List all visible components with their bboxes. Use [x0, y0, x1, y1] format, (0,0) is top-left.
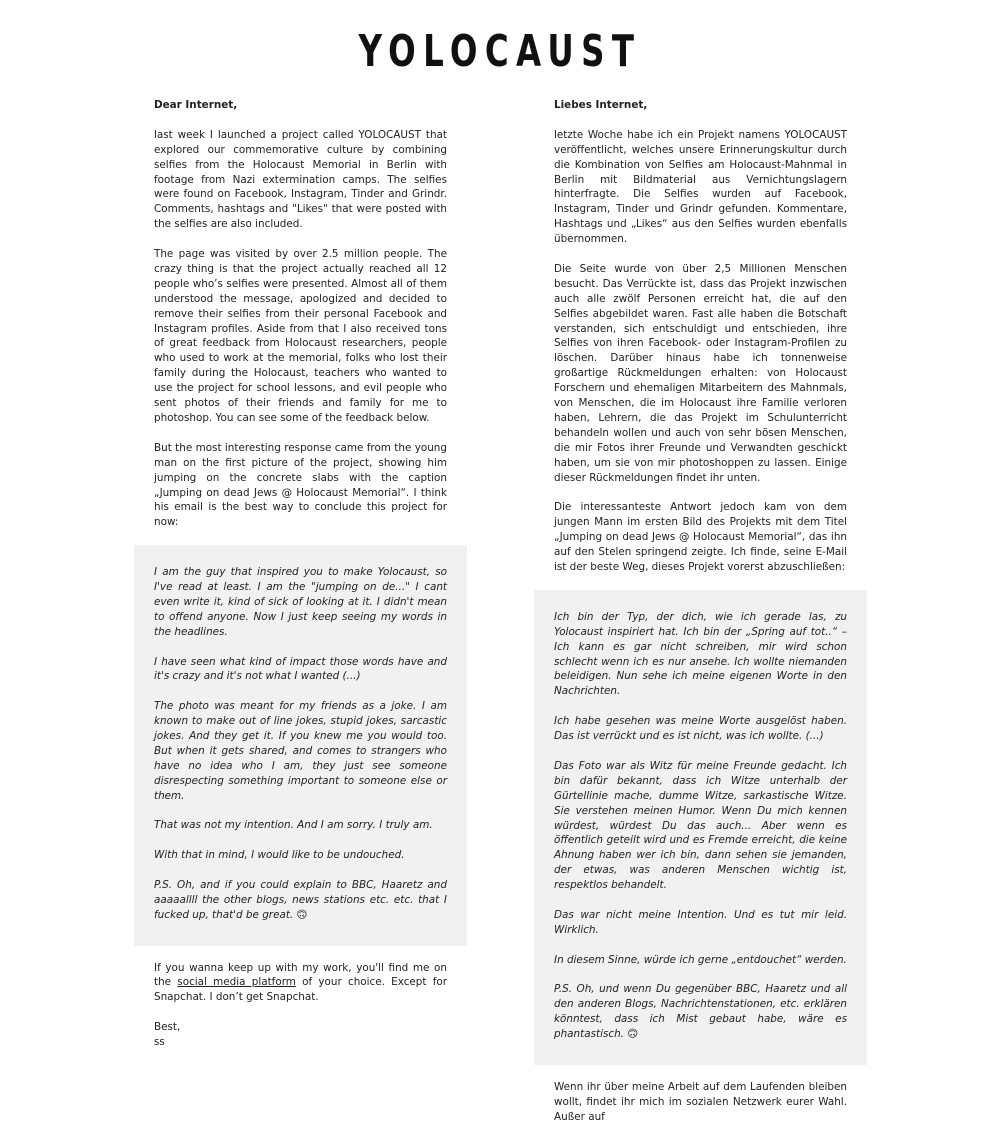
german-paragraph-3: Die interessanteste Antwort jedoch kam von dem jungen Mann im ersten Bild des Projekts mit dem Titel „Jumping on dead Jews @ Holocaust Memorial“, das ihn auf den Stelen springend zeigte. Ich finde, seine E-Mail ist der beste Weg, dieses Projekt vorerst abzuschließen: [554, 501, 847, 574]
english-quote-paragraph: The photo was meant for my friends as a joke. I am known to make out of line jokes, stupid jokes, sarcastic jokes. And they get it. If you knew me you would too. But when it gets shared, and comes to strangers who have no idea who I am, they just see someone disrespecting something important to someone else or them. [154, 700, 447, 802]
english-quote-block [134, 545, 467, 946]
german-quote-paragraph: Ich bin der Typ, der dich, wie ich gerade las, zu Yolocaust inspiriert hat. Ich bin der „Spring auf tot..“ – Ich kann es gar nicht schreiben, mir wird schon schlecht wenn ich es nur ansehe. Ich wollte niemanden beleidigen. Nun sehe ich meine eigenen Worte in den Nachrichten. [554, 610, 847, 698]
english-quote-paragraph: I am the guy that inspired you to make Yolocaust, so I've read at least. I am the "jumping on de..." I cant even write it, kind of sick of looking at it. I didn't mean to offend anyone. Now I just keep seeing my words in the headlines. [154, 566, 447, 638]
english-quote-paragraph: P.S. Oh, and if you could explain to BBC, Haaretz and aaaaallll the other blogs, news stations etc. etc. that I fucked up, that'd be great. 🙃 [154, 879, 447, 921]
german-paragraph-1: letzte Woche habe ich ein Projekt namens YOLOCAUST veröffentlicht, welches unsere Erinnerungskultur durch die Kombination von Selfies am Holocaust-Mahnmal in Berlin mit Bildmaterial aus Vernichtungslagern hinterfragte. Die Selfies wurden auf Facebook, Instagram, Tinder und Grindr gefunden. Kommentare, Hashtags und „Likes“ aus den Selfies wurden ebenfalls übernommen. [554, 128, 847, 246]
english-signoff: Best, [154, 1021, 181, 1034]
english-quote-paragraph: With that in mind, I would like to be undouched. [154, 849, 405, 862]
site-logo: YOLOCAUST [358, 26, 642, 77]
german-quote-block [534, 590, 867, 1065]
german-paragraph-4: Wenn ihr über meine Arbeit auf dem Laufenden bleiben wollt, findet ihr mich im sozialen Netzwerk eurer Wahl. Außer auf [554, 1080, 847, 1123]
german-column [534, 98, 867, 1139]
english-quote-paragraph: I have seen what kind of impact those words have and it's crazy and it's not what I wanted (...) [154, 655, 447, 683]
english-greeting: Dear Internet, [154, 99, 238, 111]
german-paragraph-2: Die Seite wurde von über 2,5 Millionen Menschen besucht. Das Verrückte ist, dass das Projekt inzwischen auch alle zwölf Personen erreicht hat, die auf den Selfies abgebildet waren. Fast alle haben die Botschaft verstanden, sich entschuldigt und entschieden, ihre Selfies von ihren Facebook- oder Instagram-Profilen zu löschen. Darüber hinaus habe ich tonnenweise großartige Rückmeldungen erhalten: von Holocaust Forschern und ehemaligen Mitarbeitern des Mahnmals, von Menschen, die im Holocaust ihre Familie verloren haben, Lehrern, die das Projekt im Schulunterricht behandeln wollen und auch von sehr bösen Menschen, die mir Fotos ihrer Freunde und Verwandten geschickt haben, um sie von mir photoshoppen zu lassen. Einige dieser Rückmeldungen findet ihr unten. [554, 262, 847, 484]
english-p4-text-after: of your choice. Except for Snapchat. I don’t get Snapchat. [154, 976, 447, 1004]
english-column [134, 98, 467, 1065]
german-quote-paragraph: Das war nicht meine Intention. Und es tut mir leid. Wirklich. [554, 908, 847, 936]
german-quote-paragraph: In diesem Sinne, würde ich gerne „entdouchet“ werden. [554, 953, 847, 966]
english-signature: ss [154, 1036, 165, 1049]
german-greeting: Liebes Internet, [554, 99, 648, 111]
english-paragraph-2: The page was visited by over 2.5 million people. The crazy thing is that the project actually reached all 12 people who’s selfies were presented. Almost all of them understood the message, apologized and decided to remove their selfies from their personal Facebook and Instagram profiles. Aside from that I also received tons of great feedback from Holocaust researchers, people who used to work at the memorial, folks who lost their family during the Holocaust, teachers who wanted to use the project for school lessons, and evil people who sent photos of their friends and family for me to photoshop. You can see some of the feedback below. [154, 248, 447, 424]
english-paragraph-1: last week I launched a project called YOLOCAUST that explored our commemorative culture by combining selfies from the Holocaust Memorial in Berlin with footage from Nazi extermination camps. The selfies were found on Facebook, Instagram, Tinder and Grindr. Comments, hashtags and "Likes" that were posted with the selfies are also included. [154, 128, 447, 231]
english-signoff-block [134, 1020, 467, 1050]
german-quote-paragraph: Ich habe gesehen was meine Worte ausgelöst haben. Das ist verrückt und es ist nicht, was ich wollte. (...) [554, 715, 847, 743]
english-paragraph-4 [134, 961, 467, 1006]
social-media-platform-link[interactable]: social media platform [177, 976, 296, 989]
english-paragraph-3: But the most interesting response came from the young man on the first picture of the project, showing him jumping on the concrete slabs with the caption „Jumping on dead Jews @ Holocaust Memorial“. I think his email is the best way to conclude this project for now: [154, 441, 447, 529]
english-quote-paragraph: That was not my intention. And I am sorry. I truly am. [154, 819, 433, 832]
english-p4-text-before: If you wanna keep up with my work, you'll find me on the [154, 961, 447, 989]
german-quote-paragraph: Das Foto war als Witz für meine Freunde gedacht. Ich bin dafür bekannt, dass ich Witze unterhalb der Gürtellinie mache, dumme Witze, sarkastische Witze. Sie verstehen meinen Humor. Wenn Du mich kennen würdest, würdest Du das auch... Aber wenn es öffentlich geteilt wird und es Fremde erreicht, die keine Ahnung haben wer ich bin, dann sehen sie jemanden, der etwas, was anderen Menschen wichtig ist, respektlos behandelt. [554, 759, 847, 892]
german-quote-paragraph: P.S. Oh, und wenn Du gegenüber BBC, Haaretz und all den anderen Blogs, Nachrichtenstationen, etc. erklären könntest, dass ich Mist gebaut habe, wäre es phantastisch. 🙃 [554, 983, 847, 1041]
